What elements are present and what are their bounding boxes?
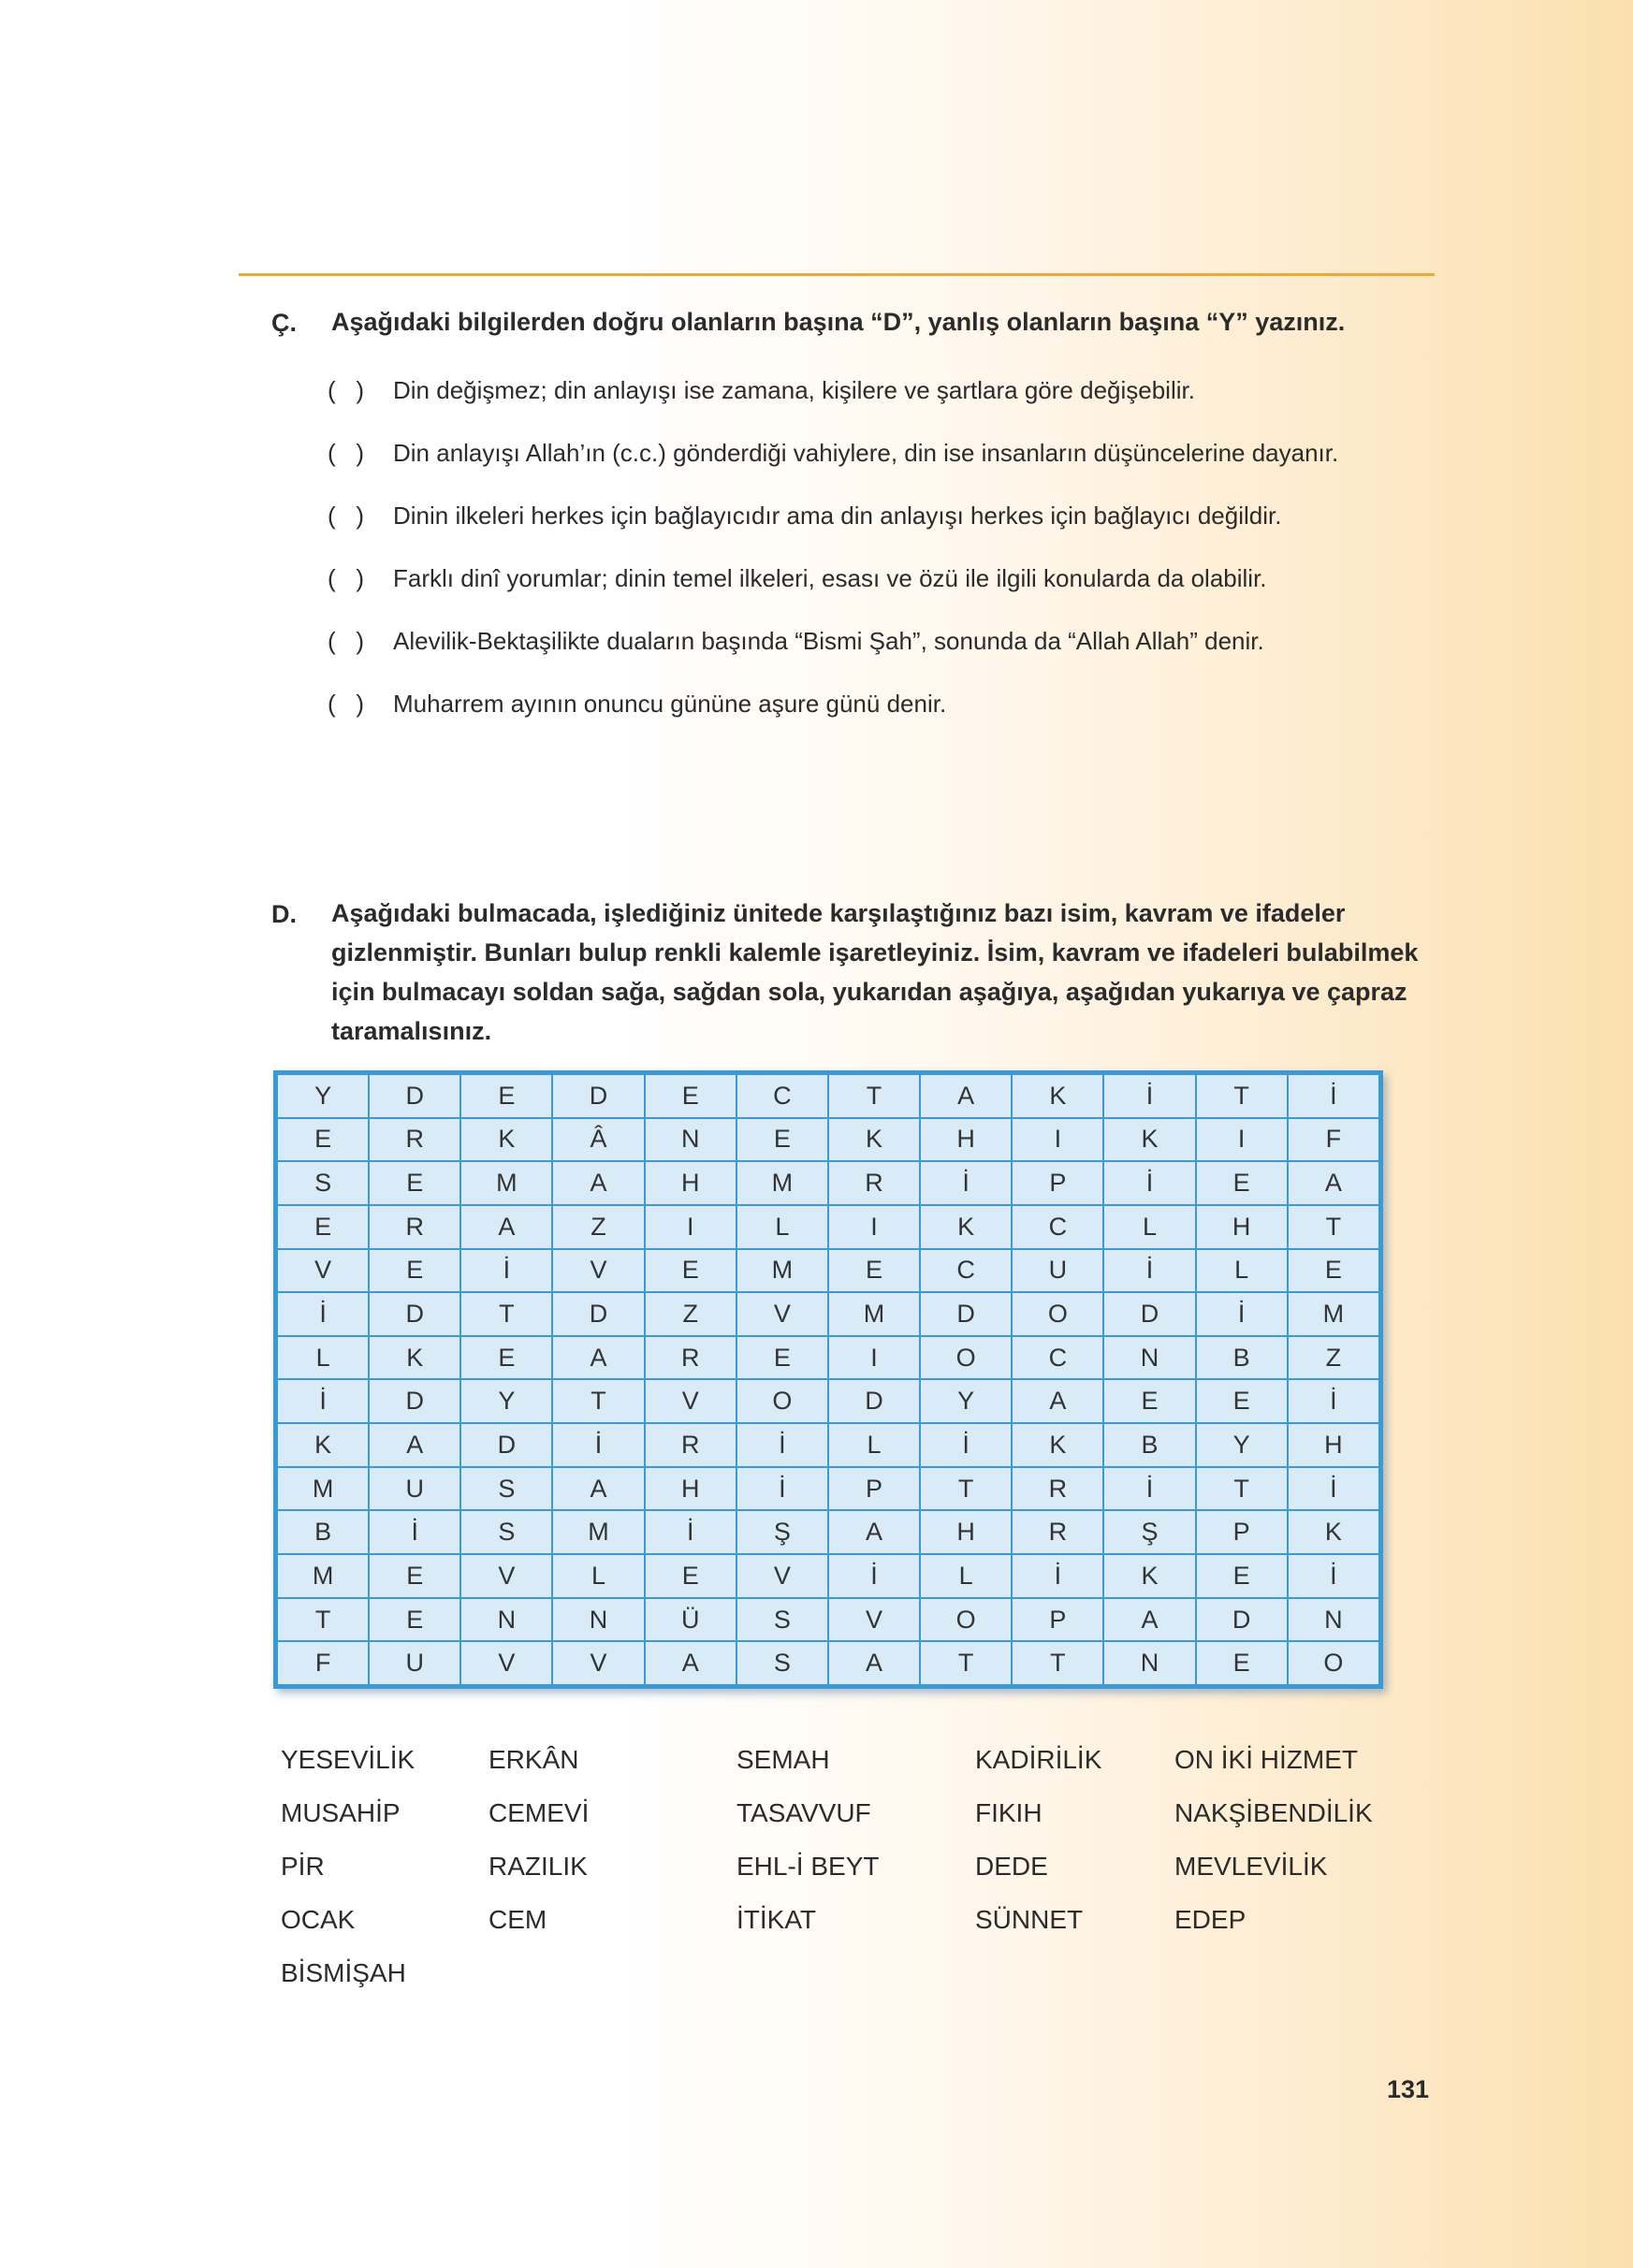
grid-cell[interactable]: A bbox=[645, 1641, 736, 1685]
grid-cell[interactable]: E bbox=[1196, 1554, 1288, 1598]
word-list-item: PİR bbox=[281, 1851, 325, 1881]
grid-cell[interactable]: T bbox=[828, 1074, 920, 1118]
grid-cell[interactable]: S bbox=[736, 1598, 828, 1642]
grid-cell[interactable]: H bbox=[920, 1118, 1012, 1162]
word-list-item: SEMAH bbox=[736, 1744, 830, 1774]
page-number: 131 bbox=[1387, 2075, 1430, 2103]
word-list-row bbox=[281, 1946, 1404, 1999]
answer-blank[interactable]: ( ) bbox=[328, 502, 364, 530]
grid-cell[interactable]: İ bbox=[1103, 1074, 1195, 1118]
grid-cell[interactable]: E bbox=[1196, 1379, 1288, 1423]
grid-cell[interactable]: A bbox=[828, 1641, 920, 1685]
grid-cell[interactable]: E bbox=[369, 1598, 460, 1642]
grid-cell[interactable]: N bbox=[645, 1118, 736, 1162]
grid-cell[interactable]: Ş bbox=[736, 1510, 828, 1554]
grid-cell[interactable]: A bbox=[1103, 1598, 1195, 1642]
grid-cell[interactable]: L bbox=[277, 1336, 369, 1380]
grid-cell[interactable]: B bbox=[277, 1510, 369, 1554]
grid-cell[interactable]: E bbox=[645, 1074, 736, 1118]
grid-cell[interactable]: İ bbox=[1103, 1249, 1195, 1293]
header-rule bbox=[239, 273, 1435, 276]
grid-cell[interactable]: I bbox=[645, 1205, 736, 1249]
grid-cell[interactable]: B bbox=[1196, 1336, 1288, 1380]
grid-cell[interactable]: L bbox=[552, 1554, 644, 1598]
word-list-item: OCAK bbox=[281, 1904, 356, 1934]
grid-cell[interactable]: E bbox=[277, 1118, 369, 1162]
statement-item bbox=[328, 491, 1441, 540]
grid-cell[interactable]: E bbox=[369, 1554, 460, 1598]
grid-cell[interactable]: V bbox=[552, 1641, 644, 1685]
word-list-item: SÜNNET bbox=[975, 1904, 1084, 1934]
grid-cell[interactable]: Z bbox=[645, 1292, 736, 1336]
grid-cell[interactable]: İ bbox=[1012, 1554, 1103, 1598]
grid-cell[interactable]: S bbox=[277, 1161, 369, 1205]
statement-text: Din değişmez; din anlayışı ise zamana, kişilere ve şartlara göre değişebilir. bbox=[393, 376, 1195, 404]
grid-cell[interactable]: Ş bbox=[1103, 1510, 1195, 1554]
grid-cell[interactable]: İ bbox=[277, 1379, 369, 1423]
grid-cell[interactable]: D bbox=[369, 1292, 460, 1336]
grid-cell[interactable]: O bbox=[920, 1336, 1012, 1380]
statement-text: Dinin ilkeleri herkes için bağlayıcıdır ama din anlayışı herkes için bağlayıcı değildir. bbox=[393, 502, 1282, 530]
statement-text: Alevilik-Bektaşilikte duaların başında “Bismi Şah”, sonunda da “Allah Allah” denir. bbox=[393, 627, 1264, 655]
grid-cell[interactable]: D bbox=[1103, 1292, 1195, 1336]
word-list-item: CEMEVİ bbox=[488, 1797, 590, 1827]
statement-text: Din anlayışı Allah’ın (c.c.) gönderdiği vahiylere, din ise insanların düşüncelerine dayanır. bbox=[393, 439, 1339, 467]
grid-row bbox=[277, 1249, 1379, 1293]
grid-cell[interactable]: E bbox=[736, 1118, 828, 1162]
grid-cell[interactable]: Y bbox=[1196, 1423, 1288, 1467]
word-list-item: NAKŞİBENDİLİK bbox=[1174, 1797, 1373, 1827]
statement-text: Farklı dinî yorumlar; dinin temel ilkeleri, esası ve özü ile ilgili konularda da olabilir. bbox=[393, 564, 1267, 592]
grid-cell[interactable]: İ bbox=[1288, 1379, 1379, 1423]
grid-cell[interactable]: T bbox=[1196, 1074, 1288, 1118]
word-list-item: MEVLEVİLİK bbox=[1174, 1851, 1328, 1881]
grid-cell[interactable]: P bbox=[1196, 1510, 1288, 1554]
grid-cell[interactable]: H bbox=[645, 1467, 736, 1511]
grid-cell[interactable]: İ bbox=[920, 1161, 1012, 1205]
grid-cell[interactable]: D bbox=[369, 1074, 460, 1118]
word-list-item: ERKÂN bbox=[488, 1744, 579, 1774]
grid-row bbox=[277, 1118, 1379, 1162]
grid-cell[interactable]: L bbox=[736, 1205, 828, 1249]
grid-row bbox=[277, 1510, 1379, 1554]
grid-cell[interactable]: D bbox=[460, 1423, 552, 1467]
grid-cell[interactable]: T bbox=[1288, 1205, 1379, 1249]
grid-row bbox=[277, 1161, 1379, 1205]
section-c-instructions: Aşağıdaki bilgilerden doğru olanların başına “D”, yanlış olanların başına “Y” yazınız. bbox=[331, 308, 1346, 336]
grid-cell[interactable]: E bbox=[277, 1205, 369, 1249]
word-search-puzzle bbox=[273, 1070, 1383, 1689]
grid-cell[interactable]: A bbox=[920, 1074, 1012, 1118]
grid-cell[interactable]: V bbox=[736, 1554, 828, 1598]
grid-cell[interactable]: M bbox=[736, 1161, 828, 1205]
grid-cell[interactable]: I bbox=[828, 1205, 920, 1249]
grid-cell[interactable]: R bbox=[1012, 1467, 1103, 1511]
grid-cell[interactable]: P bbox=[1012, 1598, 1103, 1642]
grid-cell[interactable]: E bbox=[645, 1554, 736, 1598]
grid-cell[interactable]: S bbox=[460, 1467, 552, 1511]
statement-list bbox=[328, 366, 1441, 728]
word-list-item: BİSMİŞAH bbox=[281, 1957, 406, 1987]
grid-cell[interactable]: E bbox=[736, 1336, 828, 1380]
word-list-item: İTİKAT bbox=[736, 1904, 817, 1934]
grid-cell[interactable]: U bbox=[1012, 1249, 1103, 1293]
grid-cell[interactable]: E bbox=[828, 1249, 920, 1293]
grid-cell[interactable]: İ bbox=[736, 1467, 828, 1511]
grid-cell[interactable]: K bbox=[920, 1205, 1012, 1249]
section-c-letter: Ç. bbox=[271, 309, 297, 337]
grid-cell[interactable]: E bbox=[369, 1161, 460, 1205]
grid-cell[interactable]: H bbox=[1196, 1205, 1288, 1249]
grid-cell[interactable]: A bbox=[828, 1510, 920, 1554]
grid-cell[interactable]: V bbox=[736, 1292, 828, 1336]
grid-cell[interactable]: R bbox=[369, 1205, 460, 1249]
grid-cell[interactable]: K bbox=[277, 1423, 369, 1467]
grid-cell[interactable]: Y bbox=[460, 1379, 552, 1423]
grid-cell[interactable]: L bbox=[828, 1423, 920, 1467]
grid-cell[interactable]: M bbox=[277, 1467, 369, 1511]
word-list bbox=[281, 1733, 1404, 1999]
word-list-row bbox=[281, 1733, 1404, 1786]
grid-cell[interactable]: C bbox=[920, 1249, 1012, 1293]
grid-cell[interactable]: T bbox=[460, 1292, 552, 1336]
grid-cell[interactable]: K bbox=[460, 1118, 552, 1162]
grid-cell[interactable]: O bbox=[1288, 1641, 1379, 1685]
grid-cell[interactable]: S bbox=[736, 1641, 828, 1685]
grid-cell[interactable]: R bbox=[369, 1118, 460, 1162]
grid-row bbox=[277, 1292, 1379, 1336]
grid-cell[interactable]: T bbox=[277, 1598, 369, 1642]
grid-cell[interactable]: F bbox=[1288, 1118, 1379, 1162]
grid-cell[interactable]: E bbox=[645, 1249, 736, 1293]
grid-cell[interactable]: N bbox=[1103, 1641, 1195, 1685]
grid-cell[interactable]: V bbox=[552, 1249, 644, 1293]
grid-cell[interactable]: V bbox=[460, 1554, 552, 1598]
grid-cell[interactable]: O bbox=[1012, 1292, 1103, 1336]
grid-cell[interactable]: E bbox=[369, 1249, 460, 1293]
grid-cell[interactable]: K bbox=[1103, 1554, 1195, 1598]
word-list-item: RAZILIK bbox=[488, 1851, 588, 1881]
section-c bbox=[271, 309, 1441, 742]
grid-cell[interactable]: Y bbox=[277, 1074, 369, 1118]
grid-cell[interactable]: N bbox=[460, 1598, 552, 1642]
grid-row bbox=[277, 1598, 1379, 1642]
grid-cell[interactable]: A bbox=[552, 1161, 644, 1205]
grid-cell[interactable]: M bbox=[460, 1161, 552, 1205]
answer-blank[interactable]: ( ) bbox=[328, 690, 364, 718]
answer-blank[interactable]: ( ) bbox=[328, 439, 364, 467]
grid-cell[interactable]: İ bbox=[1196, 1292, 1288, 1336]
grid-cell[interactable]: K bbox=[828, 1118, 920, 1162]
grid-cell[interactable]: D bbox=[552, 1074, 644, 1118]
grid-cell[interactable]: K bbox=[1103, 1118, 1195, 1162]
grid-row bbox=[277, 1074, 1379, 1118]
statement-item bbox=[328, 679, 1441, 728]
grid-cell[interactable]: N bbox=[1103, 1336, 1195, 1380]
grid-cell[interactable]: R bbox=[1012, 1510, 1103, 1554]
grid-cell[interactable]: V bbox=[645, 1379, 736, 1423]
statement-item bbox=[328, 617, 1441, 665]
answer-blank[interactable]: ( ) bbox=[328, 564, 364, 592]
grid-cell[interactable]: H bbox=[1288, 1423, 1379, 1467]
grid-cell[interactable]: C bbox=[1012, 1205, 1103, 1249]
grid-cell[interactable]: E bbox=[1103, 1379, 1195, 1423]
grid-cell[interactable]: M bbox=[1288, 1292, 1379, 1336]
statement-text: Muharrem ayının onuncu gününe aşure günü denir. bbox=[393, 690, 947, 718]
grid-cell[interactable]: D bbox=[369, 1379, 460, 1423]
grid-cell[interactable]: T bbox=[920, 1467, 1012, 1511]
grid-cell[interactable]: O bbox=[920, 1598, 1012, 1642]
grid-cell[interactable]: İ bbox=[369, 1510, 460, 1554]
grid-cell[interactable]: Z bbox=[552, 1205, 644, 1249]
grid-cell[interactable]: D bbox=[828, 1379, 920, 1423]
grid-cell[interactable]: P bbox=[1012, 1161, 1103, 1205]
grid-cell[interactable]: E bbox=[1288, 1249, 1379, 1293]
grid-cell[interactable]: D bbox=[920, 1292, 1012, 1336]
grid-cell[interactable]: V bbox=[277, 1249, 369, 1293]
grid-cell[interactable]: I bbox=[828, 1336, 920, 1380]
grid-cell[interactable]: F bbox=[277, 1641, 369, 1685]
word-list-row bbox=[281, 1786, 1404, 1839]
section-d-letter: D. bbox=[271, 900, 297, 928]
grid-row bbox=[277, 1379, 1379, 1423]
grid-cell[interactable]: D bbox=[1196, 1598, 1288, 1642]
word-list-item: DEDE bbox=[975, 1851, 1048, 1881]
grid-cell[interactable]: A bbox=[552, 1467, 644, 1511]
grid-cell[interactable]: R bbox=[645, 1336, 736, 1380]
grid-cell[interactable]: T bbox=[1012, 1641, 1103, 1685]
grid-cell[interactable]: İ bbox=[1288, 1467, 1379, 1511]
grid-cell[interactable]: I bbox=[1196, 1118, 1288, 1162]
grid-cell[interactable]: L bbox=[1196, 1249, 1288, 1293]
grid-cell[interactable]: B bbox=[1103, 1423, 1195, 1467]
grid-cell[interactable]: İ bbox=[552, 1423, 644, 1467]
answer-blank[interactable]: ( ) bbox=[328, 376, 364, 404]
grid-cell[interactable]: İ bbox=[1103, 1161, 1195, 1205]
grid-cell[interactable]: K bbox=[1012, 1074, 1103, 1118]
grid-cell[interactable]: Z bbox=[1288, 1336, 1379, 1380]
grid-cell[interactable]: L bbox=[920, 1554, 1012, 1598]
grid-cell[interactable]: İ bbox=[1103, 1467, 1195, 1511]
grid-cell[interactable]: A bbox=[1288, 1161, 1379, 1205]
word-list-item: KADİRİLİK bbox=[975, 1744, 1102, 1774]
grid-cell[interactable]: M bbox=[277, 1554, 369, 1598]
grid-cell[interactable]: K bbox=[1012, 1423, 1103, 1467]
section-d-instructions: Aşağıdaki bulmacada, işlediğiniz ünitede karşılaştığınız bazı isim, kavram ve ifadeler gizlenmiştir. Bunları bulup renkli kalemle işaretleyiniz. İsim, kavram ve ifadeleri bulabilmek için bulmacayı soldan sağa, sağdan sola, yukarıdan aşağıya, aşağıdan yukarıya ve çapraz taramalısınız. bbox=[331, 899, 1419, 1045]
word-list-item: MUSAHİP bbox=[281, 1797, 401, 1827]
grid-cell[interactable]: T bbox=[1196, 1467, 1288, 1511]
section-d bbox=[271, 900, 1441, 1051]
word-list-item: EDEP bbox=[1174, 1904, 1247, 1934]
grid-row bbox=[277, 1205, 1379, 1249]
grid-cell[interactable]: C bbox=[736, 1074, 828, 1118]
grid-cell[interactable]: E bbox=[1196, 1161, 1288, 1205]
word-list-item: YESEVİLİK bbox=[281, 1744, 416, 1774]
answer-blank[interactable]: ( ) bbox=[328, 627, 364, 655]
grid-cell[interactable]: Ü bbox=[645, 1598, 736, 1642]
grid-cell[interactable]: R bbox=[645, 1423, 736, 1467]
grid-cell[interactable]: L bbox=[1103, 1205, 1195, 1249]
grid-cell[interactable]: S bbox=[460, 1510, 552, 1554]
word-list-item: TASAVVUF bbox=[736, 1797, 871, 1827]
grid-cell[interactable]: İ bbox=[645, 1510, 736, 1554]
grid-cell[interactable]: V bbox=[828, 1598, 920, 1642]
grid-cell[interactable]: A bbox=[369, 1423, 460, 1467]
grid-cell[interactable]: K bbox=[369, 1336, 460, 1380]
grid-cell[interactable]: A bbox=[552, 1336, 644, 1380]
grid-cell[interactable]: M bbox=[736, 1249, 828, 1293]
grid-cell[interactable]: İ bbox=[277, 1292, 369, 1336]
statement-item bbox=[328, 366, 1441, 414]
grid-row bbox=[277, 1554, 1379, 1598]
grid-cell[interactable]: V bbox=[460, 1641, 552, 1685]
grid-cell[interactable]: Y bbox=[920, 1379, 1012, 1423]
grid-cell[interactable]: E bbox=[460, 1336, 552, 1380]
grid-cell[interactable]: N bbox=[552, 1598, 644, 1642]
grid-cell[interactable]: A bbox=[460, 1205, 552, 1249]
grid-cell[interactable]: C bbox=[1012, 1336, 1103, 1380]
grid-cell[interactable]: İ bbox=[920, 1423, 1012, 1467]
word-list-item: CEM bbox=[488, 1904, 547, 1934]
grid-row bbox=[277, 1336, 1379, 1380]
grid-cell[interactable]: E bbox=[460, 1074, 552, 1118]
grid-cell[interactable]: M bbox=[828, 1292, 920, 1336]
grid-cell[interactable]: H bbox=[920, 1510, 1012, 1554]
word-list-item: FIKIH bbox=[975, 1797, 1042, 1827]
word-search-grid bbox=[276, 1073, 1380, 1686]
grid-cell[interactable]: I bbox=[1012, 1118, 1103, 1162]
grid-cell[interactable]: İ bbox=[460, 1249, 552, 1293]
grid-cell[interactable]: T bbox=[920, 1641, 1012, 1685]
grid-cell[interactable]: U bbox=[369, 1641, 460, 1685]
grid-cell[interactable]: İ bbox=[1288, 1554, 1379, 1598]
grid-cell[interactable]: D bbox=[552, 1292, 644, 1336]
word-list-row bbox=[281, 1839, 1404, 1893]
grid-cell[interactable]: O bbox=[736, 1379, 828, 1423]
grid-cell[interactable]: Â bbox=[552, 1118, 644, 1162]
grid-cell[interactable]: H bbox=[645, 1161, 736, 1205]
grid-row bbox=[277, 1423, 1379, 1467]
grid-cell[interactable]: M bbox=[552, 1510, 644, 1554]
grid-row bbox=[277, 1467, 1379, 1511]
word-list-item: EHL-İ BEYT bbox=[736, 1851, 880, 1881]
grid-cell[interactable]: İ bbox=[828, 1554, 920, 1598]
grid-cell[interactable]: A bbox=[1012, 1379, 1103, 1423]
grid-cell[interactable]: N bbox=[1288, 1598, 1379, 1642]
grid-cell[interactable]: İ bbox=[1288, 1074, 1379, 1118]
statement-item bbox=[328, 554, 1441, 603]
word-list-item: ON İKİ HİZMET bbox=[1174, 1744, 1358, 1774]
grid-cell[interactable]: E bbox=[1196, 1641, 1288, 1685]
grid-cell[interactable]: İ bbox=[736, 1423, 828, 1467]
grid-cell[interactable]: U bbox=[369, 1467, 460, 1511]
grid-row bbox=[277, 1641, 1379, 1685]
grid-cell[interactable]: T bbox=[552, 1379, 644, 1423]
grid-cell[interactable]: P bbox=[828, 1467, 920, 1511]
word-list-row bbox=[281, 1893, 1404, 1946]
statement-item bbox=[328, 429, 1441, 477]
grid-cell[interactable]: R bbox=[828, 1161, 920, 1205]
grid-cell[interactable]: K bbox=[1288, 1510, 1379, 1554]
